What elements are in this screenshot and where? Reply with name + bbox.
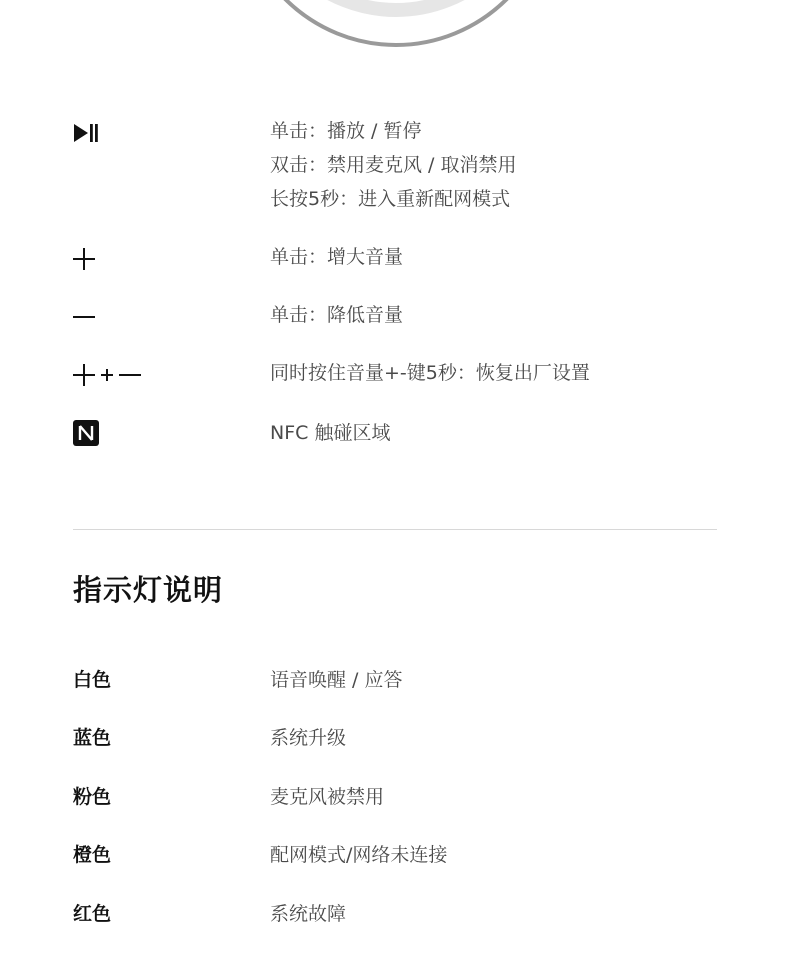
device-ring-illustration: [0, 0, 790, 60]
control-row-play-pause: [73, 118, 733, 218]
section-title: 指示灯说明: [73, 573, 224, 607]
play-pause-icon: [73, 121, 101, 145]
light-meaning: 配网模式/网络未连接: [270, 844, 448, 866]
volume-down-description: [270, 298, 403, 332]
control-row-nfc: [73, 419, 733, 453]
control-row-factory-reset: [73, 360, 733, 394]
factory-reset-description: [270, 356, 590, 390]
play-pause-description: [270, 114, 516, 216]
description-line: 同时按住音量+-键5秒：恢复出厂设置: [270, 362, 590, 384]
plus-icon: [73, 248, 95, 270]
section-divider: [73, 529, 717, 530]
description-line: 单击：播放 / 暂停: [270, 120, 422, 142]
light-meaning: 语音唤醒 / 应答: [270, 669, 403, 691]
minus-icon: [73, 306, 95, 328]
description-line: NFC 触碰区域: [270, 422, 391, 444]
light-color-name: 蓝色: [73, 727, 112, 749]
light-meaning: 麦克风被禁用: [270, 786, 385, 808]
light-row-orange: [73, 838, 733, 872]
minus-icon: [119, 364, 141, 386]
nfc-icon: [73, 420, 99, 446]
description-line: 单击：降低音量: [270, 304, 404, 326]
light-row-red: [73, 897, 733, 931]
light-row-pink: [73, 780, 733, 814]
light-row-white: [73, 663, 733, 697]
light-color-name: 粉色: [73, 786, 112, 808]
small-plus-icon: [101, 369, 113, 381]
description-line: 单击：增大音量: [270, 246, 404, 268]
light-meaning: 系统故障: [270, 903, 347, 925]
control-row-volume-up: [73, 244, 733, 278]
nfc-description: [270, 416, 390, 450]
light-meaning: 系统升级: [270, 727, 347, 749]
description-line: 双击：禁用麦克风 / 取消禁用: [270, 154, 517, 176]
volume-up-description: [270, 240, 403, 274]
control-row-volume-down: [73, 302, 733, 336]
light-color-name: 橙色: [73, 844, 112, 866]
light-color-name: 白色: [73, 669, 112, 691]
plus-plus-minus-icon: [73, 361, 253, 389]
light-row-blue: [73, 721, 733, 755]
description-line: 长按5秒：进入重新配网模式: [270, 188, 511, 210]
light-color-name: 红色: [73, 903, 112, 925]
plus-icon: [73, 364, 95, 386]
